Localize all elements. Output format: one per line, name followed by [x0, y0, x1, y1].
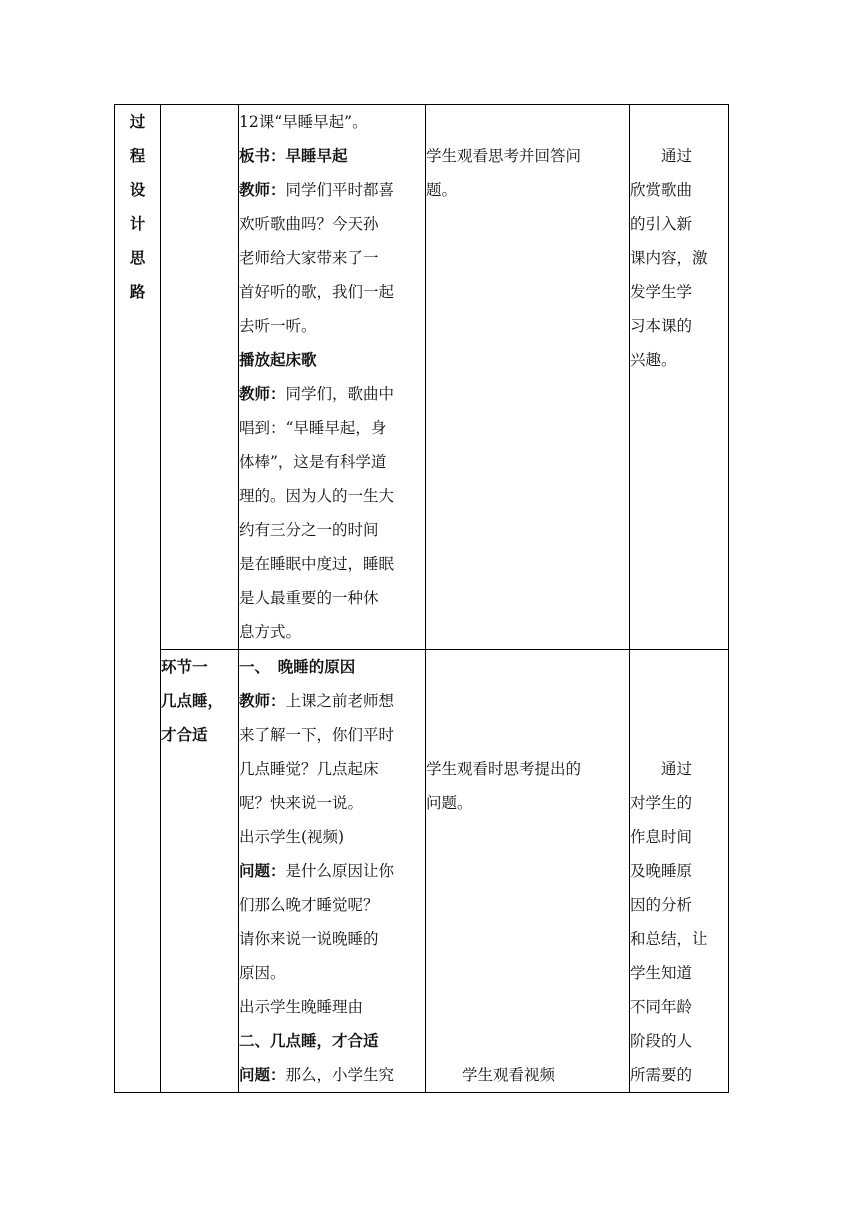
plain-text: 理的。因为人的一生大	[239, 487, 395, 505]
text-line	[239, 956, 425, 990]
text-line	[239, 173, 425, 207]
text-line	[239, 854, 425, 888]
text-line	[239, 105, 425, 139]
segment-line: 几点睡，	[161, 692, 224, 710]
text-line	[239, 513, 425, 547]
text-line: 作息时间	[630, 828, 693, 846]
text-line	[239, 581, 425, 615]
text-line	[239, 684, 425, 718]
label-char: 程	[129, 147, 146, 165]
student-activity-video: 学生观看视频	[462, 1066, 556, 1084]
text-line	[239, 615, 425, 649]
segment-title	[161, 650, 238, 752]
text-line: 及晚睡原	[630, 862, 693, 880]
content-cell	[239, 650, 426, 1093]
text-line: 发学生学	[630, 283, 693, 301]
label-char: 思	[129, 249, 146, 267]
text-line: 问题。	[426, 794, 473, 812]
design-intent-cell	[630, 650, 729, 1093]
plain-text: 体棒”，这是有科学道	[239, 453, 387, 471]
plain-text: 是在睡眠中度过，睡眠	[239, 555, 395, 573]
text-line	[239, 922, 425, 956]
bold-text: 教师：	[239, 181, 286, 199]
bold-text: 问题：	[239, 1066, 286, 1084]
text-line	[239, 888, 425, 922]
plain-text: 欢听歌曲吗？今天孙	[239, 215, 379, 233]
label-char: 路	[129, 283, 146, 301]
text-line	[239, 786, 425, 820]
text-line	[239, 752, 425, 786]
plain-text: 同学们平时都喜	[285, 181, 395, 199]
segment-cell	[161, 650, 239, 1093]
plain-text: 出示学生(视频)	[239, 828, 345, 846]
text-line	[239, 207, 425, 241]
plain-text: 是人最重要的一种休	[239, 589, 379, 607]
empty-segment-cell	[161, 105, 239, 650]
plain-text: 是什么原因让你	[285, 862, 395, 880]
bold-text: 板书：早睡早起	[239, 147, 348, 165]
label-char: 设	[129, 181, 146, 199]
student-activity-cell	[426, 650, 630, 1093]
plain-text: 出示学生晚睡理由	[239, 998, 364, 1016]
text-line: 课内容，激	[630, 249, 708, 267]
text-line: 对学生的	[630, 794, 693, 812]
plain-text: 约有三分之一的时间	[239, 521, 379, 539]
text-line: 的引入新	[630, 215, 693, 233]
plain-text: 同学们，歌曲中	[285, 385, 395, 403]
text-line	[239, 990, 425, 1024]
plain-text: 老师给大家带来了一	[239, 249, 379, 267]
text-line	[239, 718, 425, 752]
plain-text: 唱到：“早睡早起，身	[239, 419, 387, 437]
lesson-plan-table	[114, 104, 729, 1093]
plain-text: 12课“早睡早起”。	[239, 113, 368, 131]
teacher-content	[239, 650, 425, 1092]
text-line	[239, 820, 425, 854]
text-line	[239, 343, 425, 377]
text-line	[239, 479, 425, 513]
plain-text: 来了解一下，你们平时	[239, 726, 395, 744]
bold-text: 一、 晚睡的原因	[239, 658, 356, 676]
text-line	[239, 241, 425, 275]
plain-text: 去听一听。	[239, 317, 317, 335]
text-line	[239, 445, 425, 479]
text-line: 学生观看时思考提出的	[426, 760, 582, 778]
student-activity	[426, 139, 629, 207]
text-line: 兴趣。	[630, 351, 677, 369]
plain-text: 们那么晚才睡觉呢？	[239, 896, 379, 914]
text-line: 通过	[630, 760, 693, 778]
plain-text: 首好听的歌，我们一起	[239, 283, 395, 301]
segment-line: 才合适	[161, 726, 208, 744]
text-line	[239, 650, 425, 684]
text-line: 通过	[630, 147, 693, 165]
plain-text: 呢？快来说一说。	[239, 794, 364, 812]
text-line	[239, 275, 425, 309]
text-line	[239, 1024, 425, 1058]
text-line	[239, 309, 425, 343]
text-line: 题。	[426, 181, 458, 199]
student-activity-cell	[426, 105, 630, 650]
text-line	[239, 377, 425, 411]
text-line	[239, 547, 425, 581]
bold-text: 播放起床歌	[239, 351, 317, 369]
bold-text: 问题：	[239, 862, 286, 880]
text-line: 所需要的	[630, 1066, 693, 1084]
teacher-content	[239, 105, 425, 649]
design-intent	[630, 139, 728, 377]
table-row	[115, 650, 729, 1093]
text-line	[239, 411, 425, 445]
bold-text: 二、几点睡，才合适	[239, 1032, 379, 1050]
process-label-cell	[115, 105, 161, 1093]
text-line: 不同年龄	[630, 998, 693, 1016]
bold-text: 教师：	[239, 385, 286, 403]
bold-text: 教师：	[239, 692, 286, 710]
process-label	[115, 105, 160, 309]
text-line: 和总结，让	[630, 930, 708, 948]
text-line	[239, 139, 425, 173]
design-intent-cell	[630, 105, 729, 650]
text-line: 习本课的	[630, 317, 693, 335]
text-line: 学生知道	[630, 964, 693, 982]
label-char: 过	[129, 113, 146, 131]
text-line: 因的分析	[630, 896, 693, 914]
text-line: 学生观看思考并回答问	[426, 147, 582, 165]
plain-text: 几点睡觉？几点起床	[239, 760, 379, 778]
text-line: 阶段的人	[630, 1032, 693, 1050]
table-row	[115, 105, 729, 650]
segment-line: 环节一	[161, 658, 208, 676]
label-char: 计	[129, 215, 146, 233]
student-activity	[426, 752, 629, 820]
plain-text: 上课之前老师想	[285, 692, 395, 710]
text-line: 欣赏歌曲	[630, 181, 693, 199]
plain-text: 请你来说一说晚睡的	[239, 930, 379, 948]
content-cell	[239, 105, 426, 650]
design-intent	[630, 752, 728, 1092]
plain-text: 那么，小学生究	[285, 1066, 395, 1084]
text-line	[239, 1058, 425, 1092]
plain-text: 原因。	[239, 964, 286, 982]
plain-text: 息方式。	[239, 623, 302, 641]
